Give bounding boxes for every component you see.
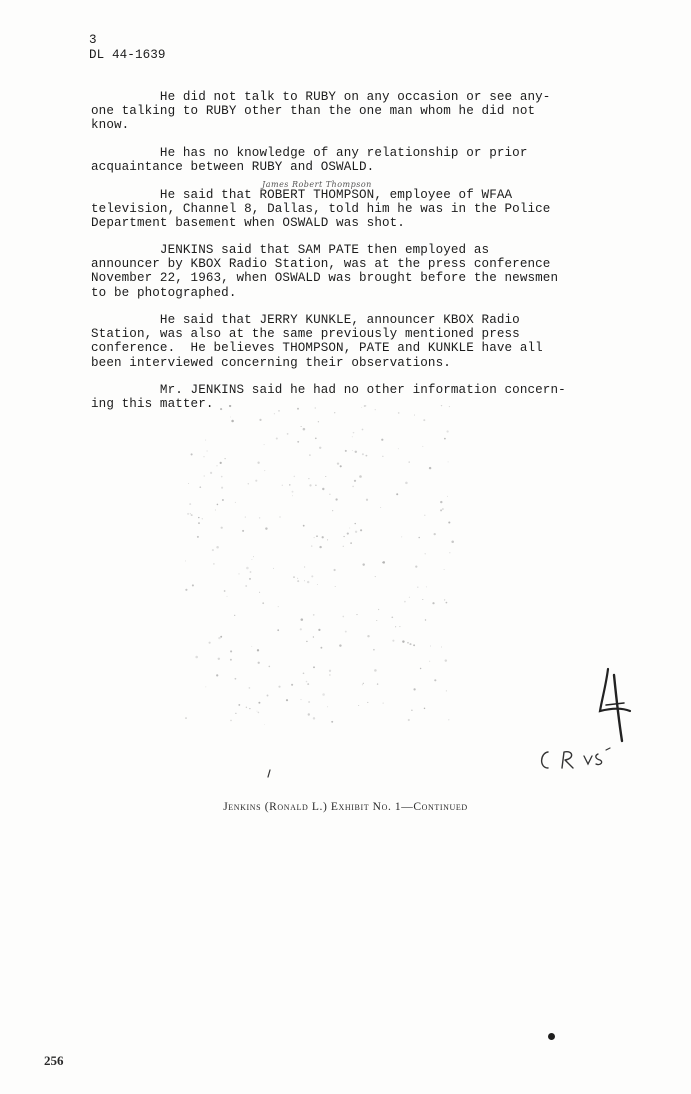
speckle-dot: [230, 720, 232, 722]
signature-mark: [598, 665, 632, 745]
speckle-dot: [375, 409, 376, 410]
speckle-dot: [217, 504, 219, 506]
speckle-dot: [291, 684, 293, 686]
speckle-dot: [445, 659, 447, 661]
speckle-dot: [313, 717, 315, 719]
speckle-dot: [258, 712, 260, 714]
speckle-dot: [381, 439, 383, 441]
speckle-dot: [289, 484, 290, 485]
speckle-dot: [259, 517, 260, 518]
speckle-dot: [311, 575, 313, 577]
speckle-dot: [259, 419, 261, 421]
speckle-dot: [318, 421, 319, 422]
speckle-dot: [317, 584, 318, 585]
speckle-dot: [334, 412, 335, 413]
speckle-dot: [361, 407, 362, 408]
speckle-dot: [262, 602, 264, 604]
speckle-dot: [337, 462, 339, 464]
speckle-dot: [230, 417, 231, 418]
speckle-dot: [220, 408, 222, 410]
speckle-dot: [360, 529, 362, 531]
speckle-dot: [355, 531, 357, 533]
page-number-top: 3: [89, 33, 97, 47]
speckle-dot: [224, 458, 225, 459]
speckle-dot: [448, 461, 449, 462]
speckle-dot: [440, 501, 442, 503]
page-number-bottom: 256: [44, 1053, 64, 1068]
speckle-dot: [300, 699, 301, 700]
speckle-dot: [404, 601, 406, 603]
speckle-dot: [429, 661, 430, 662]
speckle-dot: [402, 640, 404, 642]
speckle-dot: [309, 454, 311, 456]
speckle-dot: [375, 576, 376, 577]
speckle-dot: [224, 590, 226, 592]
speckle-dot: [315, 437, 317, 439]
speckle-dot: [249, 687, 251, 689]
speckle-dot: [415, 565, 417, 567]
speckle-dot: [205, 686, 206, 687]
speckle-dot: [322, 488, 324, 490]
speckle-dot: [313, 636, 314, 637]
speckle-dot: [185, 717, 187, 719]
speckle-dot: [401, 536, 402, 537]
speckle-dot: [417, 587, 418, 588]
speckle-dot: [303, 672, 305, 674]
speckle-dot: [304, 567, 305, 568]
speckle-dot: [278, 606, 279, 607]
speckle-dot: [287, 433, 289, 435]
speckle-dot: [249, 708, 250, 709]
speckle-dot: [308, 701, 310, 703]
speckle-dot: [352, 450, 353, 451]
speckle-dot: [314, 537, 315, 538]
speckle-dot: [382, 456, 383, 457]
speckle-dot: [414, 415, 415, 416]
speckle-dot: [354, 480, 356, 482]
speckle-dot: [399, 626, 400, 627]
speckle-dot: [300, 628, 302, 630]
speckle-dot: [374, 669, 377, 672]
speckle-dot: [434, 533, 436, 535]
speckle-dot: [212, 549, 214, 551]
speckle-dot: [222, 499, 224, 501]
speckle-dot: [335, 586, 336, 587]
speckle-dot: [355, 523, 356, 524]
speckle-dot: [198, 522, 200, 524]
speckle-dot: [264, 724, 265, 725]
speckle-dot: [255, 480, 257, 482]
speckle-dot: [377, 683, 378, 684]
speckle-dot: [447, 496, 448, 497]
speckle-dot: [441, 405, 442, 406]
speckle-dot: [343, 546, 344, 547]
speckle-dot: [257, 711, 258, 712]
speckle-dot: [424, 553, 425, 554]
speckle-dot: [308, 713, 310, 715]
speckle-dot: [286, 699, 288, 701]
speckle-dot: [355, 451, 357, 453]
speckle-dot: [422, 446, 423, 447]
speckle-dot: [218, 658, 220, 660]
speckle-dot: [446, 430, 448, 432]
speckle-dot: [242, 530, 244, 532]
speckle-dot: [192, 584, 194, 586]
speckle-dot: [322, 693, 325, 696]
speckle-dot: [307, 683, 309, 685]
ink-dot: [548, 1033, 555, 1040]
speckle-dot: [444, 599, 445, 600]
speckle-dot: [238, 573, 239, 574]
speckle-dot: [362, 684, 363, 685]
speckle-dot: [257, 462, 259, 464]
speckle-dot: [191, 514, 193, 516]
speckle-dot: [197, 536, 199, 538]
speckle-dot: [395, 626, 396, 627]
speckle-dot: [440, 509, 442, 511]
speckle-dot: [273, 568, 274, 569]
speckle-dot: [210, 472, 212, 474]
speckle-dot: [408, 719, 410, 721]
speckle-dot: [345, 631, 347, 633]
speckle-dot: [277, 629, 279, 631]
speckle-dot: [340, 465, 342, 467]
speckle-dot: [442, 508, 444, 510]
speckle-dot: [258, 702, 260, 704]
speckle-dot: [250, 571, 252, 573]
speckle-dot: [392, 640, 394, 642]
speckle-dot: [292, 491, 294, 493]
speckle-dot: [362, 429, 364, 431]
speckle-dot: [220, 636, 222, 638]
speckle-dot: [449, 552, 450, 553]
speckle-dot: [429, 467, 431, 469]
speckle-dot: [331, 721, 333, 723]
speckle-dot: [207, 450, 208, 451]
speckle-dot: [367, 702, 368, 703]
speckle-dot: [373, 649, 375, 651]
speckle-dot: [303, 428, 306, 431]
speckle-dot: [408, 461, 409, 462]
speckle-dot: [423, 419, 425, 421]
speckle-dot: [229, 405, 231, 407]
speckle-dot: [216, 465, 217, 466]
speckle-dot: [364, 405, 366, 407]
speckle-dot: [352, 436, 353, 437]
speckle-dot: [350, 542, 352, 544]
speckle-dot: [246, 707, 247, 708]
speckle-dot: [345, 450, 347, 452]
paragraph-pate: JENKINS said that SAM PATE then employed as announcer by KBOX Radio Station, was at the press conference November 22, 1963, when OSWALD was brought before the newsmen to be photographed.: [91, 243, 559, 300]
speckle-dot: [318, 629, 320, 631]
speckle-dot: [213, 563, 215, 565]
speckle-dot: [259, 592, 260, 593]
speckle-dot: [411, 709, 413, 711]
speckle-dot: [343, 536, 344, 537]
speckle-dot: [258, 662, 260, 664]
speckle-dot: [309, 484, 311, 486]
speckle-dot: [297, 441, 299, 443]
speckle-dot: [249, 578, 251, 580]
paragraph-ruby-contact: He did not talk to RUBY on any occasion or see any- one talking to RUBY other than the one man whom he did not know.: [91, 90, 551, 133]
speckle-dot: [198, 517, 199, 518]
speckle-dot: [257, 649, 259, 651]
speckle-dot: [311, 545, 312, 546]
speckle-dot: [449, 406, 450, 407]
speckle-dot: [308, 478, 309, 479]
exhibit-caption: Jenkins (Ronald L.) Exhibit No. 1—Continued: [223, 801, 468, 813]
speckle-dot: [396, 493, 398, 495]
speckle-dot: [376, 620, 377, 621]
speckle-dot: [383, 561, 386, 564]
speckle-dot: [349, 528, 350, 529]
speckle-dot: [220, 462, 222, 464]
speckle-dot: [265, 527, 267, 529]
handwritten-initials: [536, 744, 618, 774]
speckle-dot: [264, 444, 265, 445]
speckle-dot: [301, 426, 302, 427]
speckle-dot: [327, 539, 328, 540]
speckle-dot: [320, 647, 322, 649]
speckle-dot: [253, 556, 254, 557]
speckle-dot: [424, 515, 425, 516]
speckle-dot: [329, 674, 330, 675]
speckle-dot: [303, 525, 305, 527]
speckle-dot: [307, 581, 309, 583]
speckle-dot: [424, 708, 425, 709]
speckle-dot: [221, 487, 223, 489]
paragraph-closing: Mr. JENKINS said he had no other information concern- ing this matter.: [91, 383, 566, 412]
speckle-dot: [322, 536, 324, 538]
speckle-dot: [185, 560, 186, 562]
speckle-dot: [218, 637, 220, 639]
speckle-dot: [319, 546, 321, 548]
speckle-dot: [230, 659, 232, 661]
speckle-dot: [235, 678, 237, 680]
speckle-dot: [446, 602, 448, 604]
speckle-dot: [313, 614, 315, 616]
speckle-dot: [234, 615, 235, 616]
speckle-dot: [293, 576, 294, 577]
speckle-dot: [205, 440, 206, 441]
paragraph-kunkle: He said that JERRY KUNKLE, announcer KBOX Radio Station, was also at the same previously mentioned press conference. He believes THOMPSON, PATE and KUNKLE have all been interviewed concerning their observations.: [91, 313, 543, 370]
speckle-dot: [378, 609, 379, 610]
speckle-dot: [409, 597, 410, 598]
speckle-dot: [221, 527, 223, 529]
speckle-dot: [276, 437, 278, 439]
speckle-dot: [245, 517, 246, 518]
speckle-dot: [313, 666, 315, 668]
speckle-dot: [264, 470, 265, 471]
speckle-dot: [246, 567, 249, 570]
speckle-dot: [448, 521, 450, 523]
speckle-dot: [325, 476, 326, 477]
speckle-dot: [358, 705, 359, 706]
speckle-dot: [292, 495, 293, 496]
speckle-dot: [448, 719, 449, 720]
file-number: DL 44-1639: [89, 48, 166, 62]
speckle-dot: [209, 642, 211, 644]
speckle-dot: [425, 619, 426, 620]
speckle-dot: [195, 656, 198, 659]
speckle-dot: [304, 580, 305, 581]
speckle-dot: [278, 686, 280, 688]
speckle-dot: [363, 683, 364, 684]
speckle-dot: [267, 695, 269, 697]
speckle-dot: [231, 420, 234, 423]
speckle-dot: [204, 475, 205, 476]
speckle-dot: [251, 559, 252, 560]
speckle-dot: [446, 690, 447, 691]
speckle-dot: [407, 642, 409, 644]
handwritten-note: James Robert Thompson: [262, 180, 372, 189]
paragraph-thompson: He said that ROBERT THOMPSON, employee of WFAA television, Channel 8, Dallas, told him he was in the Police Department basement when OSWALD was shot.: [91, 188, 551, 231]
speckle-dot: [366, 499, 368, 501]
speckle-dot: [444, 438, 446, 440]
speckle-dot: [356, 614, 357, 615]
speckle-dot: [297, 578, 298, 579]
speckle-dot: [391, 616, 393, 618]
speckle-dot: [278, 410, 279, 411]
speckle-dot: [434, 679, 436, 681]
speckle-dot: [334, 569, 336, 571]
speckle-dot: [398, 448, 399, 449]
speckle-dot: [319, 447, 321, 449]
speckle-dot: [216, 674, 218, 676]
speckle-dot: [187, 513, 189, 515]
speckle-dot: [251, 646, 252, 647]
speckle-dot: [413, 688, 415, 690]
speckle-dot: [280, 517, 281, 518]
speckle-dot: [422, 599, 423, 600]
speckle-dot: [409, 643, 411, 645]
speckle-dot: [245, 585, 247, 587]
speckle-dot: [306, 681, 308, 683]
speckle-dot: [248, 483, 249, 484]
speckle-dot: [297, 580, 299, 582]
speckle-dot: [329, 494, 330, 495]
speckle-dot: [227, 596, 228, 597]
speckle-dot: [238, 704, 240, 706]
speckle-dot: [332, 510, 333, 511]
speckle-dot: [451, 540, 454, 543]
speckle-dot: [199, 486, 201, 488]
speckle-dot: [230, 650, 232, 652]
speckle-dot: [190, 513, 191, 514]
speckle-dot: [383, 703, 384, 704]
speckle-dot: [362, 453, 364, 455]
speckle-dot: [306, 641, 307, 642]
speckle-dot: [441, 647, 442, 648]
speckle-dot: [202, 518, 203, 519]
speckle-dot: [191, 453, 193, 455]
speckle-dot: [339, 644, 341, 646]
speckle-dot: [274, 413, 275, 414]
speckle-dot: [316, 535, 318, 537]
speckle-dot: [204, 456, 205, 457]
speckle-dot: [367, 635, 369, 637]
speckle-dot: [294, 476, 296, 478]
speckle-dot: [405, 482, 408, 485]
speckle-dot: [235, 502, 236, 503]
speckle-dot: [359, 475, 362, 478]
speckle-dot: [398, 412, 400, 414]
speckle-dot: [282, 485, 283, 486]
speckle-dot: [380, 507, 381, 508]
speckle-dot: [315, 407, 316, 408]
speckle-dot: [268, 666, 270, 668]
speckle-dot: [335, 498, 337, 500]
speckle-dot: [327, 706, 328, 707]
speckle-dot: [188, 483, 189, 484]
speckle-dot: [297, 408, 299, 410]
speckle-dot: [413, 644, 415, 646]
speckle-dot: [362, 563, 364, 565]
bleed-through-speckle: [185, 405, 455, 725]
speckle-dot: [329, 670, 331, 672]
speckle-dot: [353, 432, 355, 434]
speckle-dot: [420, 668, 421, 669]
speckle-dot: [216, 546, 219, 549]
paragraph-relationship: He has no knowledge of any relationship or prior acquaintance between RUBY and OSWALD.: [91, 146, 528, 175]
speckle-dot: [366, 455, 368, 457]
speckle-dot: [189, 503, 191, 505]
speckle-dot: [432, 602, 434, 604]
speckle-dot: [315, 484, 317, 486]
speckle-dot: [426, 586, 427, 587]
speckle-dot: [185, 589, 187, 591]
speckle-dot: [342, 616, 344, 618]
speckle-dot: [418, 537, 420, 539]
speckle-dot: [347, 533, 349, 535]
speckle-dot: [301, 618, 304, 621]
speckle-dot: [430, 645, 431, 646]
speckle-dot: [352, 486, 354, 488]
stray-tick-mark: [266, 769, 272, 778]
speckle-dot: [444, 569, 445, 570]
speckle-dot: [221, 476, 223, 478]
speckle-dot: [215, 510, 216, 511]
speckle-dot: [235, 713, 236, 714]
